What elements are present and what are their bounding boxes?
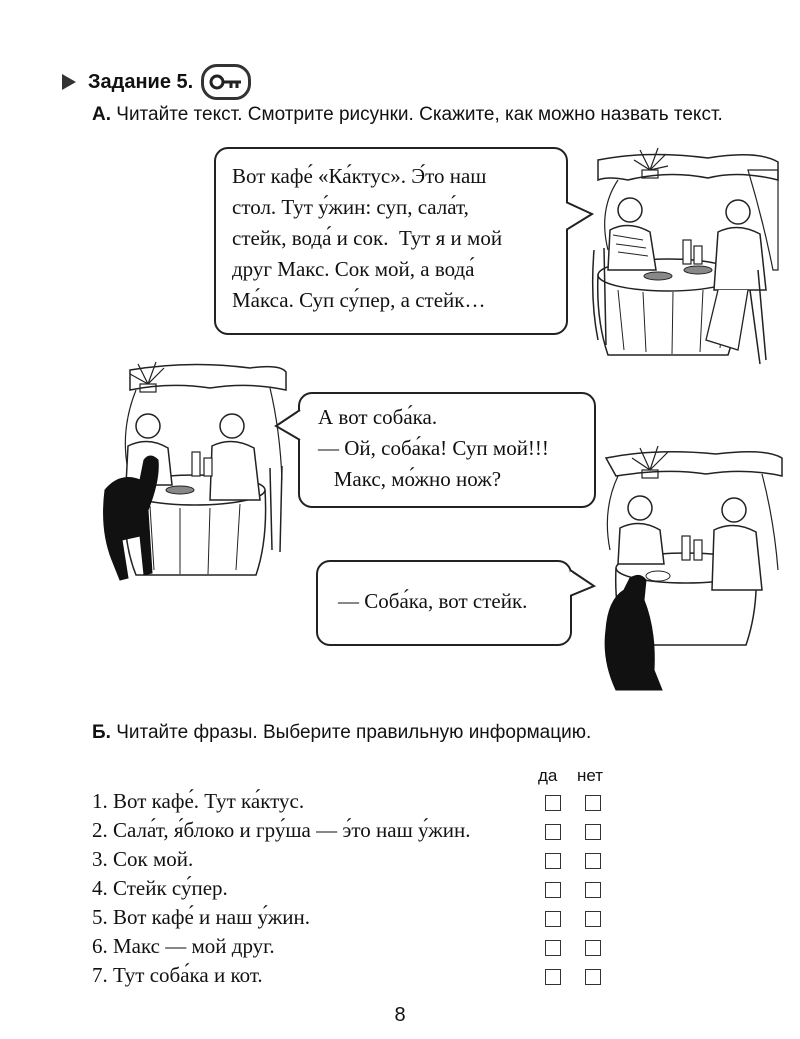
cafe-illustration-1 <box>588 140 784 372</box>
question-row: 6. Макс — мой друг. <box>92 934 275 958</box>
task-header <box>62 64 251 100</box>
speech-bubble-2 <box>298 392 596 508</box>
section-a-text: Читайте текст. Смотрите рисунки. Скажите, как можно назвать текст. <box>116 104 723 125</box>
section-b-text: Читайте фразы. Выберите правильную информацию. <box>116 722 592 743</box>
bubble2-tail <box>274 408 302 448</box>
question-row: 5. Вот кафе́ и наш у́жин. <box>92 905 310 929</box>
bubble1-line: Ма́кса. Суп су́пер, а стейк… <box>232 288 486 312</box>
task-title: Задание 5. <box>88 70 194 93</box>
bubble3-tail <box>570 566 598 606</box>
key-icon <box>201 64 251 100</box>
column-yes-header: да <box>538 766 558 785</box>
bubble2-line: Макс, мо́жно нож? <box>318 467 502 491</box>
checkbox-no-2[interactable] <box>585 824 601 840</box>
bubble1-line: друг Макс. Сок мой, а вода́ <box>232 257 475 281</box>
play-triangle-icon <box>62 74 76 90</box>
checkbox-yes-7[interactable] <box>545 969 561 985</box>
question-row: 4. Стейк су́пер. <box>92 876 228 900</box>
page-number: 8 <box>394 1004 406 1026</box>
cafe-illustration-3 <box>596 440 784 694</box>
checkbox-no-6[interactable] <box>585 940 601 956</box>
checkbox-yes-5[interactable] <box>545 911 561 927</box>
checkbox-no-7[interactable] <box>585 969 601 985</box>
bubble2-line: А вот соба́ка. <box>318 405 438 429</box>
checkbox-yes-1[interactable] <box>545 795 561 811</box>
bubble3-line: — Соба́ка, вот стейк. <box>338 589 528 613</box>
bubble2-line: — Ой, соба́ка! Суп мой!!! <box>318 436 549 460</box>
section-a-letter: А. <box>92 104 111 125</box>
question-row: 7. Тут соба́ка и кот. <box>92 963 263 987</box>
checkbox-yes-3[interactable] <box>545 853 561 869</box>
bubble1-line: стейк, вода́ и сок. Тут я и мой <box>232 226 503 250</box>
section-b-letter: Б. <box>92 722 111 743</box>
bubble1-line: стол. Тут у́жин: суп, сала́т, <box>232 195 469 219</box>
section-a-instruction <box>92 104 723 126</box>
checkbox-yes-6[interactable] <box>545 940 561 956</box>
question-row: 3. Сок мой. <box>92 847 194 871</box>
column-no-header: нет <box>577 766 604 785</box>
section-b-instruction <box>92 722 591 744</box>
checkbox-no-5[interactable] <box>585 911 601 927</box>
speech-bubble-1 <box>214 147 568 335</box>
speech-bubble-3 <box>316 560 572 646</box>
checkbox-no-4[interactable] <box>585 882 601 898</box>
question-row: 2. Сала́т, я́блоко и гру́ша — э́то наш у́жин. <box>92 818 471 842</box>
checkbox-no-1[interactable] <box>585 795 601 811</box>
cafe-illustration-2 <box>100 360 288 590</box>
checkbox-yes-2[interactable] <box>545 824 561 840</box>
bubble1-line: Вот кафе́ «Ка́ктус». Э́то наш <box>232 164 487 188</box>
checkbox-yes-4[interactable] <box>545 882 561 898</box>
checkbox-no-3[interactable] <box>585 853 601 869</box>
question-row: 1. Вот кафе́. Тут ка́ктус. <box>92 789 305 813</box>
